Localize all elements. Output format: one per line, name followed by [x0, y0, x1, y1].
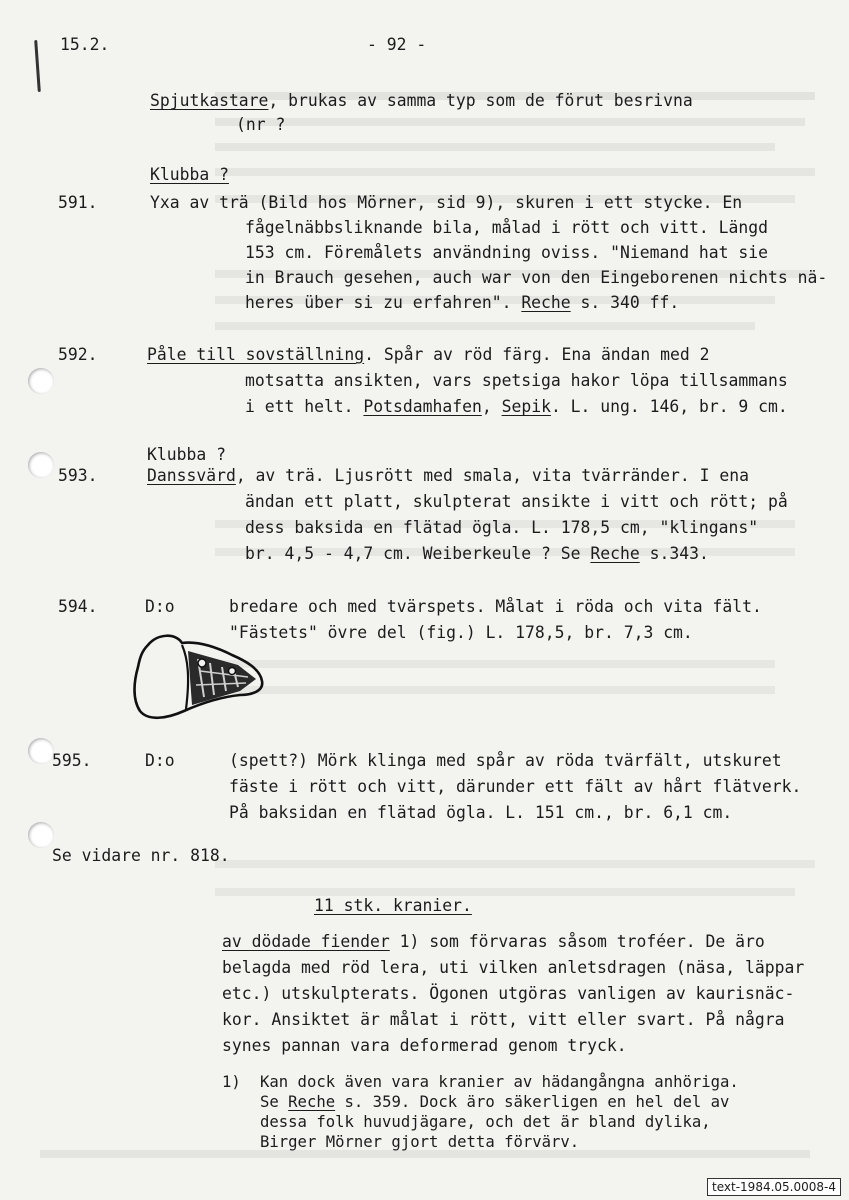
text-segment: 1) som förvaras såsom troféer. De äro	[389, 932, 765, 951]
text-segment: ,	[481, 397, 502, 416]
entry-text-line: fäste i rött och vitt, därunder ett fält av hårt flätverk.	[229, 777, 802, 796]
text-segment: . L. ung. 146, br. 9 cm.	[550, 397, 788, 416]
entry-text-line	[245, 290, 679, 316]
entry-text-line: Yxa av trä (Bild hos Mörner, sid 9), skuren i ett stycke. En	[150, 193, 743, 212]
text-segment-underlined: av dödade fiender	[222, 932, 390, 951]
entry-text-line: På baksidan en flätad ögla. L. 151 cm., br. 6,1 cm.	[229, 803, 733, 822]
text-segment: br. 4,5 - 4,7 cm. Weiberkeule ? Se	[245, 544, 591, 563]
footnote-line	[260, 1092, 729, 1113]
intro-title: Spjutkastare	[150, 91, 269, 110]
entry-prefix: Klubba ?	[147, 445, 226, 464]
entry-text-line: fågelnäbbsliknande bila, målad i rött och vitt. Längd	[245, 218, 769, 237]
intro-line	[150, 88, 693, 114]
footnote-line: Kan dock även vara kranier av hädangångna anhöriga.	[260, 1073, 739, 1091]
entry-text-line: bredare och med tvärspets. Målat i röda och vita fält.	[229, 597, 762, 616]
see-also-note: Se vidare nr. 818.	[52, 846, 230, 865]
reference-reche: Reche	[521, 293, 571, 312]
klubba-heading: Klubba ?	[150, 165, 229, 184]
entry-number: 593.	[58, 466, 98, 485]
reference-reche: Reche	[288, 1093, 336, 1111]
text-segment: Se	[260, 1093, 289, 1111]
header-date: 15.2.	[60, 35, 110, 54]
entry-text-line	[245, 541, 709, 567]
punch-hole	[28, 452, 54, 478]
punch-hole	[28, 738, 54, 764]
entry-number: 594.	[58, 597, 98, 616]
ditto-mark: D:o	[145, 597, 175, 616]
paragraph-line: kor. Ansiktet är målat i rött, vitt eller svart. På några	[222, 1010, 785, 1029]
entry-text-line	[147, 342, 710, 368]
footnote-line: dessa folk huvudjägare, och det är bland dylika,	[260, 1113, 711, 1131]
punch-hole	[28, 822, 54, 848]
footnote-line: Birger Mörner gjort detta förvärv.	[260, 1133, 580, 1151]
text-segment: , av trä. Ljusrött med smala, vita tvärränder. I ena	[235, 466, 749, 485]
club-handle-sketch	[128, 625, 268, 725]
archive-id-stamp: text-1984.05.0008-4	[707, 1178, 841, 1196]
ditto-mark: D:o	[145, 751, 175, 770]
text-segment: s. 359. Dock äro säkerligen en hel del av	[335, 1093, 730, 1111]
entry-text-line: ändan ett platt, skulpterat ansikte i vitt och rött; på	[245, 492, 788, 511]
footnote-marker: 1)	[222, 1073, 241, 1091]
entry-text-line: motsatta ansikten, vars spetsiga hakor löpa tillsammans	[245, 371, 788, 390]
text-segment: i ett helt.	[245, 397, 364, 416]
text-segment: heres über si zu erfahren".	[245, 293, 522, 312]
entry-text-line	[147, 463, 749, 489]
section-heading: 11 stk. kranier.	[314, 896, 472, 915]
paragraph-line: belagda med röd lera, uti vilken anletsdragen (näsa, läppar	[222, 958, 805, 977]
entry-text-line: (spett?) Mörk klinga med spår av röda tvärfält, utskuret	[229, 751, 782, 770]
entry-text-line: "Fästets" övre del (fig.) L. 178,5, br. 7,3 cm.	[229, 623, 693, 642]
entry-title: Danssvärd	[147, 466, 236, 485]
entry-text-line: dess baksida en flätad ögla. L. 178,5 cm, "klingans"	[245, 518, 759, 537]
entry-number: 592.	[58, 345, 98, 364]
paragraph-line: synes pannan vara deformerad genom tryck.	[222, 1036, 627, 1055]
entry-number: 591.	[58, 193, 98, 212]
text-segment: s.343.	[639, 544, 709, 563]
entry-text-line: in Brauch gesehen, auch war von den Eingeborenen nichts nä-	[245, 268, 828, 287]
entry-text-line	[245, 394, 788, 420]
entry-title: Påle till sovställning	[147, 345, 365, 364]
punch-hole	[28, 368, 54, 394]
reference-reche: Reche	[590, 544, 640, 563]
intro-line-2: (nr ?	[236, 115, 286, 134]
place-name: Potsdamhafen	[363, 397, 482, 416]
intro-text: , brukas av samma typ som de förut besrivna	[268, 91, 693, 110]
entry-number: 595.	[52, 751, 92, 770]
paragraph-line	[222, 929, 765, 955]
text-segment: . Spår av röd färg. Ena ändan med 2	[364, 345, 710, 364]
paragraph-line: etc.) utskulpterats. Ögonen utgöras vanligen av kaurisnäc-	[222, 984, 795, 1003]
entry-text-line: 153 cm. Föremålets användning oviss. "Niemand hat sie	[245, 243, 769, 262]
text-segment: s. 340 ff.	[570, 293, 680, 312]
place-name: Sepik	[501, 397, 551, 416]
page-number: - 92 -	[367, 35, 427, 54]
